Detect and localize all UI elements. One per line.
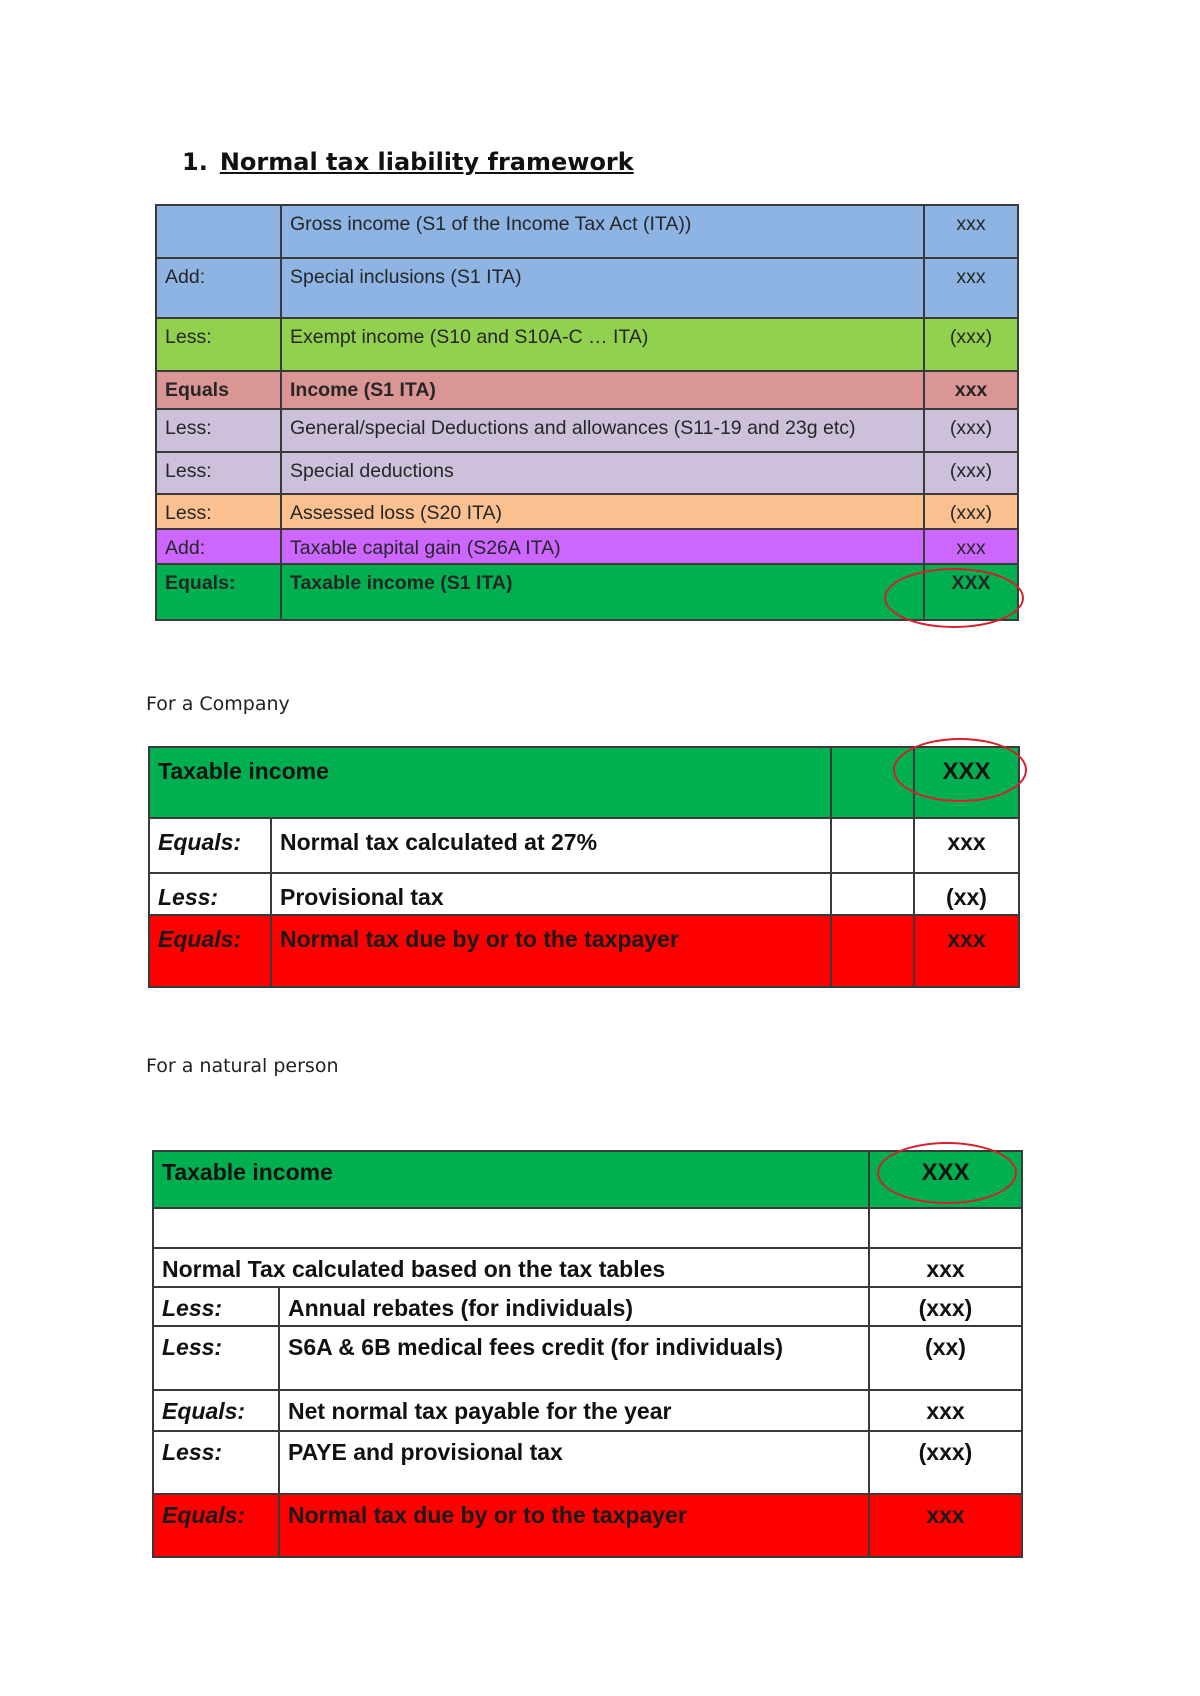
row-description: PAYE and provisional tax — [279, 1431, 869, 1494]
row-value: xxx — [869, 1390, 1022, 1431]
row-description: Normal tax calculated at 27% — [271, 818, 831, 873]
row-value: (xx) — [914, 873, 1019, 915]
row-value: xxx — [914, 818, 1019, 873]
row-value: (xxx) — [924, 318, 1018, 371]
row-value: (xxx) — [924, 452, 1018, 494]
empty-cell — [831, 747, 914, 818]
row-value: (xxx) — [924, 494, 1018, 529]
row-description: S6A & 6B medical fees credit (for individuals) — [279, 1326, 869, 1390]
row-label: Less: — [153, 1326, 279, 1390]
row-value: xxx — [924, 371, 1018, 409]
row-value: (xx) — [869, 1326, 1022, 1390]
row-value: xxx — [869, 1248, 1022, 1287]
empty-cell — [831, 818, 914, 873]
person-table — [152, 1150, 1023, 1558]
row-description: Taxable capital gain (S26A ITA) — [281, 529, 924, 564]
table-row — [153, 1494, 1022, 1557]
table-row — [149, 818, 1019, 873]
row-label: Add: — [156, 529, 281, 564]
row-label: Equals: — [149, 915, 271, 987]
framework-table — [155, 204, 1019, 621]
row-label: Taxable income — [153, 1151, 869, 1208]
row-description: Special deductions — [281, 452, 924, 494]
table-row — [156, 371, 1018, 409]
company-table — [148, 746, 1020, 988]
row-value: (xxx) — [924, 409, 1018, 452]
empty-cell — [831, 915, 914, 987]
row-description: Annual rebates (for individuals) — [279, 1287, 869, 1326]
row-description: Normal tax due by or to the taxpayer — [279, 1494, 869, 1557]
row-label: Less: — [153, 1431, 279, 1494]
row-value: XXX — [869, 1151, 1022, 1208]
table-row — [153, 1431, 1022, 1494]
row-value: xxx — [924, 205, 1018, 258]
row-label: Normal Tax calculated based on the tax tables — [153, 1248, 869, 1287]
row-label: Equals: — [153, 1494, 279, 1557]
table-row — [149, 747, 1019, 818]
row-label: Equals — [156, 371, 281, 409]
row-label: Less: — [156, 452, 281, 494]
row-label: Add: — [156, 258, 281, 318]
table-row — [153, 1248, 1022, 1287]
empty-cell — [869, 1208, 1022, 1248]
row-label: Equals: — [156, 564, 281, 620]
row-value: xxx — [924, 529, 1018, 564]
empty-cell — [153, 1208, 869, 1248]
table-row — [156, 494, 1018, 529]
row-value: xxx — [869, 1494, 1022, 1557]
section-title: Normal tax liability framework — [219, 148, 634, 176]
row-description: Normal tax due by or to the taxpayer — [271, 915, 831, 987]
person-caption: For a natural person — [146, 1055, 339, 1077]
table-row — [149, 915, 1019, 987]
row-description: Income (S1 ITA) — [281, 371, 924, 409]
table-row — [156, 529, 1018, 564]
row-label: Equals: — [149, 818, 271, 873]
company-caption: For a Company — [146, 693, 290, 715]
row-description: Assessed loss (S20 ITA) — [281, 494, 924, 529]
table-row — [153, 1287, 1022, 1326]
row-description: Provisional tax — [271, 873, 831, 915]
table-row — [156, 205, 1018, 258]
empty-cell — [831, 873, 914, 915]
row-description: Net normal tax payable for the year — [279, 1390, 869, 1431]
table-row — [156, 452, 1018, 494]
row-label: Less: — [149, 873, 271, 915]
row-value: XXX — [914, 747, 1019, 818]
table-row — [149, 873, 1019, 915]
row-description: Gross income (S1 of the Income Tax Act (ITA)) — [281, 205, 924, 258]
row-value: (xxx) — [869, 1431, 1022, 1494]
row-label: Taxable income — [149, 747, 831, 818]
row-description: Taxable income (S1 ITA) — [281, 564, 924, 620]
table-row — [153, 1326, 1022, 1390]
row-description: General/special Deductions and allowances (S11-19 and 23g etc) — [281, 409, 924, 452]
table-row — [156, 258, 1018, 318]
row-label: Less: — [156, 409, 281, 452]
table-row — [156, 318, 1018, 371]
section-number: 1. — [182, 148, 208, 176]
table-row — [153, 1208, 1022, 1248]
table-row — [153, 1151, 1022, 1208]
row-description: Special inclusions (S1 ITA) — [281, 258, 924, 318]
row-label: Less: — [156, 318, 281, 371]
section-heading — [182, 148, 634, 176]
row-label — [156, 205, 281, 258]
row-value: XXX — [924, 564, 1018, 620]
row-value: (xxx) — [869, 1287, 1022, 1326]
table-row — [156, 564, 1018, 620]
row-value: xxx — [924, 258, 1018, 318]
row-label: Equals: — [153, 1390, 279, 1431]
row-description: Exempt income (S10 and S10A-C … ITA) — [281, 318, 924, 371]
row-value: xxx — [914, 915, 1019, 987]
row-label: Less: — [156, 494, 281, 529]
table-row — [153, 1390, 1022, 1431]
table-row — [156, 409, 1018, 452]
row-label: Less: — [153, 1287, 279, 1326]
